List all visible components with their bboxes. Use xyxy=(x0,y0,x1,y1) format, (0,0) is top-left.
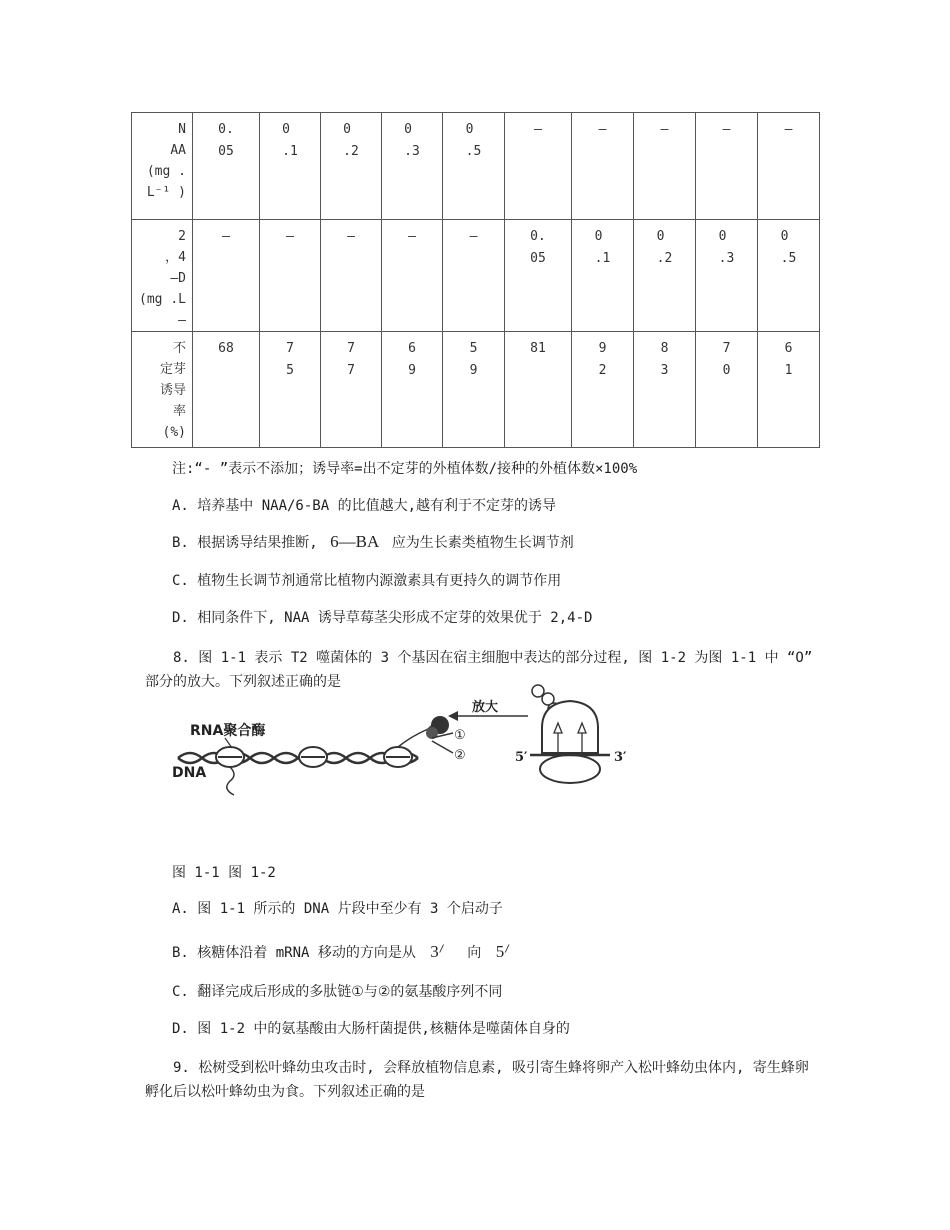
table-cell: 8 3 xyxy=(634,332,696,448)
table-cell: – xyxy=(696,113,758,220)
q7-option-b-text-end: 应为生长素类植物生长调节剂 xyxy=(391,535,574,551)
table-row-induction-rate xyxy=(132,332,820,448)
q8-stem: 8. 图 1-1 表示 T2 噬菌体的 3 个基因在宿主细胞中表达的部分过程, 图 1-2 为图 1-1 中 “O” 部分的放大。下列叙述正确的是 xyxy=(145,650,813,690)
five-prime-label: 5′ xyxy=(515,750,528,765)
amino-acid-chain xyxy=(532,685,544,697)
table-cell: – xyxy=(758,113,820,220)
dna-label: DNA xyxy=(172,765,207,781)
table-row-24d xyxy=(132,220,820,332)
three-prime-label: 3′ xyxy=(614,750,627,765)
table-cell: 9 2 xyxy=(572,332,634,448)
q7-option-b-text: B. 根据诱导结果推断, xyxy=(172,535,318,551)
induction-data-table xyxy=(131,112,820,448)
table-cell: – xyxy=(193,220,260,332)
table-cell: 7 0 xyxy=(696,332,758,448)
table-row-naa xyxy=(132,113,820,220)
rna-polymerase-label: RNA聚合酶 xyxy=(190,723,266,739)
table-cell: 0 .2 xyxy=(321,113,382,220)
q8-option-b-text: B. 核糖体沿着 mRNA 移动的方向是从 xyxy=(172,945,416,961)
table-cell: – xyxy=(634,113,696,220)
table-cell: 0. 05 xyxy=(193,113,260,220)
translation-figure xyxy=(170,683,640,798)
table-cell: 0 .5 xyxy=(443,113,505,220)
table-cell: 0 .5 xyxy=(758,220,820,332)
enlarge-label: 放大 xyxy=(472,700,499,715)
table-cell: 6 1 xyxy=(758,332,820,448)
circle-1-label: ① xyxy=(454,728,466,743)
table-cell: 6 9 xyxy=(382,332,443,448)
q8-option-b-from: 3 xyxy=(430,942,439,961)
table-cell: – xyxy=(382,220,443,332)
prime-mark: / xyxy=(504,943,511,955)
q7-option-d: D. 相同条件下, NAA 诱导草莓茎尖形成不定芽的效果优于 2,4-D xyxy=(172,610,593,626)
row-header-naa: N AA (mg . L⁻¹ ) xyxy=(132,113,193,220)
table-cell: – xyxy=(505,113,572,220)
table-cell: 0. 05 xyxy=(505,220,572,332)
mrna-1 xyxy=(227,767,234,795)
q8-option-b-to: 5 xyxy=(495,942,505,961)
table-cell: – xyxy=(572,113,634,220)
table-cell: – xyxy=(321,220,382,332)
table-cell: 7 7 xyxy=(321,332,382,448)
table-note: 注:“- ”表示不添加；诱导率=出不定芽的外植体数/接种的外植体数×100% xyxy=(172,461,638,477)
table-cell: – xyxy=(443,220,505,332)
table-cell: 0 .3 xyxy=(382,113,443,220)
table-cell: 68 xyxy=(193,332,260,448)
q7-option-b xyxy=(172,532,574,552)
table-cell: 0 .1 xyxy=(572,220,634,332)
table-cell: 0 .1 xyxy=(260,113,321,220)
q8-option-c: C. 翻译完成后形成的多肽链①与②的氨基酸序列不同 xyxy=(172,984,503,1000)
dna-strand-bottom xyxy=(178,753,418,763)
q7-option-b-6ba: 6—BA xyxy=(330,532,380,551)
ribosome-small-subunit xyxy=(540,755,600,783)
q8-option-a: A. 图 1-1 所示的 DNA 片段中至少有 3 个启动子 xyxy=(172,901,503,917)
table-cell: 5 9 xyxy=(443,332,505,448)
prime-mark: / xyxy=(438,943,445,955)
q7-option-a: A. 培养基中 NAA/6-BA 的比值越大,越有利于不定芽的诱导 xyxy=(172,498,557,514)
circle-2-label: ② xyxy=(454,748,466,763)
q9-stem: 9. 松树受到松叶蜂幼虫攻击时, 会释放植物信息素, 吸引寄生蜂将卵产入松叶蜂幼虫体内, 寄生蜂卵孵化后以松叶蜂幼虫为食。下列叙述正确的是 xyxy=(145,1060,809,1100)
ribosome-large-subunit xyxy=(542,701,598,753)
table-cell: – xyxy=(260,220,321,332)
q7-option-c: C. 植物生长调节剂通常比植物内源激素具有更持久的调节作用 xyxy=(172,573,562,589)
q8-option-b xyxy=(172,942,510,962)
table-cell: 7 5 xyxy=(260,332,321,448)
table-cell: 81 xyxy=(505,332,572,448)
row-header-24d: 2 ，4 –D (mg .L – xyxy=(132,220,193,332)
table-cell: 0 .2 xyxy=(634,220,696,332)
figure-caption: 图 1-1 图 1-2 xyxy=(172,865,276,881)
q8-option-b-mid: 向 xyxy=(467,945,482,961)
q8-option-d: D. 图 1-2 中的氨基酸由大肠杆菌提供,核糖体是噬菌体自身的 xyxy=(172,1021,570,1037)
row-header-induction-rate: 不 定芽 诱导 率 (%) xyxy=(132,332,193,448)
table-cell: 0 .3 xyxy=(696,220,758,332)
